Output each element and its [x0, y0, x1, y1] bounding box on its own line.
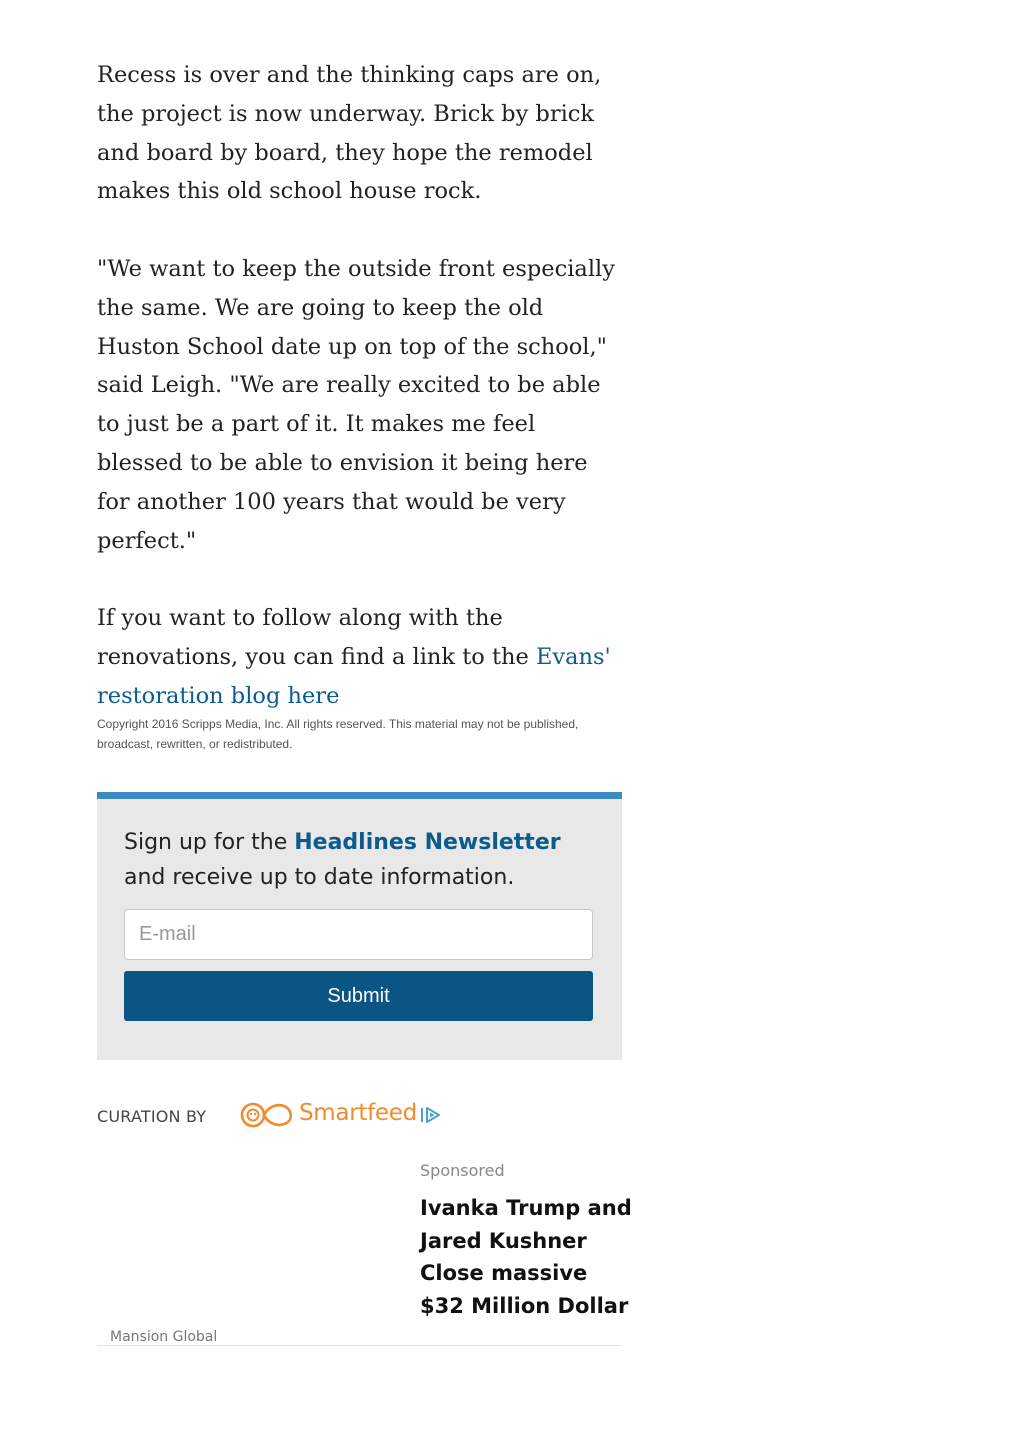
ad-choices-icon[interactable] [419, 1105, 443, 1125]
newsletter-prefix: Sign up for the [124, 830, 295, 855]
article-body [97, 56, 627, 754]
curation-label: CURATION BY [97, 1107, 207, 1126]
article-paragraph-3 [97, 599, 627, 715]
email-input[interactable] [124, 909, 593, 960]
newsletter-signup [97, 792, 622, 1060]
restoration-blog-link[interactable]: Evans' restoration blog here [97, 643, 611, 709]
article-paragraph-1: Recess is over and the thinking caps are on, the project is now underway. Brick by brick and board by board, they hope the remodel makes this old school house rock. [97, 62, 602, 205]
sponsored-source: Mansion Global [110, 1329, 218, 1345]
newsletter-prompt [124, 825, 594, 895]
newsletter-name: Headlines Newsletter [294, 830, 561, 855]
content-divider [97, 1345, 621, 1346]
smartfeed-infinity-icon [238, 1099, 298, 1131]
submit-button[interactable]: Submit [124, 971, 593, 1021]
smartfeed-brand: Smartfeed [299, 1100, 417, 1126]
newsletter-suffix: and receive up to date information. [124, 865, 515, 890]
follow-text: If you want to follow along with the renovations, you can find a link to the [97, 605, 536, 670]
copyright-notice: Copyright 2016 Scripps Media, Inc. All rights reserved. This material may not be published, broadcast, rewritten, or redistributed. [97, 717, 579, 751]
sponsored-headline-link[interactable]: Ivanka Trump and Jared Kushner Close massive $32 Million Dollar [420, 1196, 632, 1318]
article-paragraph-2: "We want to keep the outside front especially the same. We are going to keep the old Huston School date up on top of the school," said Leigh. "We are really excited to be able to just be a part of it. It makes me feel blessed to be able to envision it being here for another 100 years that would be very perfect." [97, 255, 615, 554]
sponsored-label: Sponsored [420, 1161, 505, 1180]
curation-bar [97, 1099, 622, 1133]
